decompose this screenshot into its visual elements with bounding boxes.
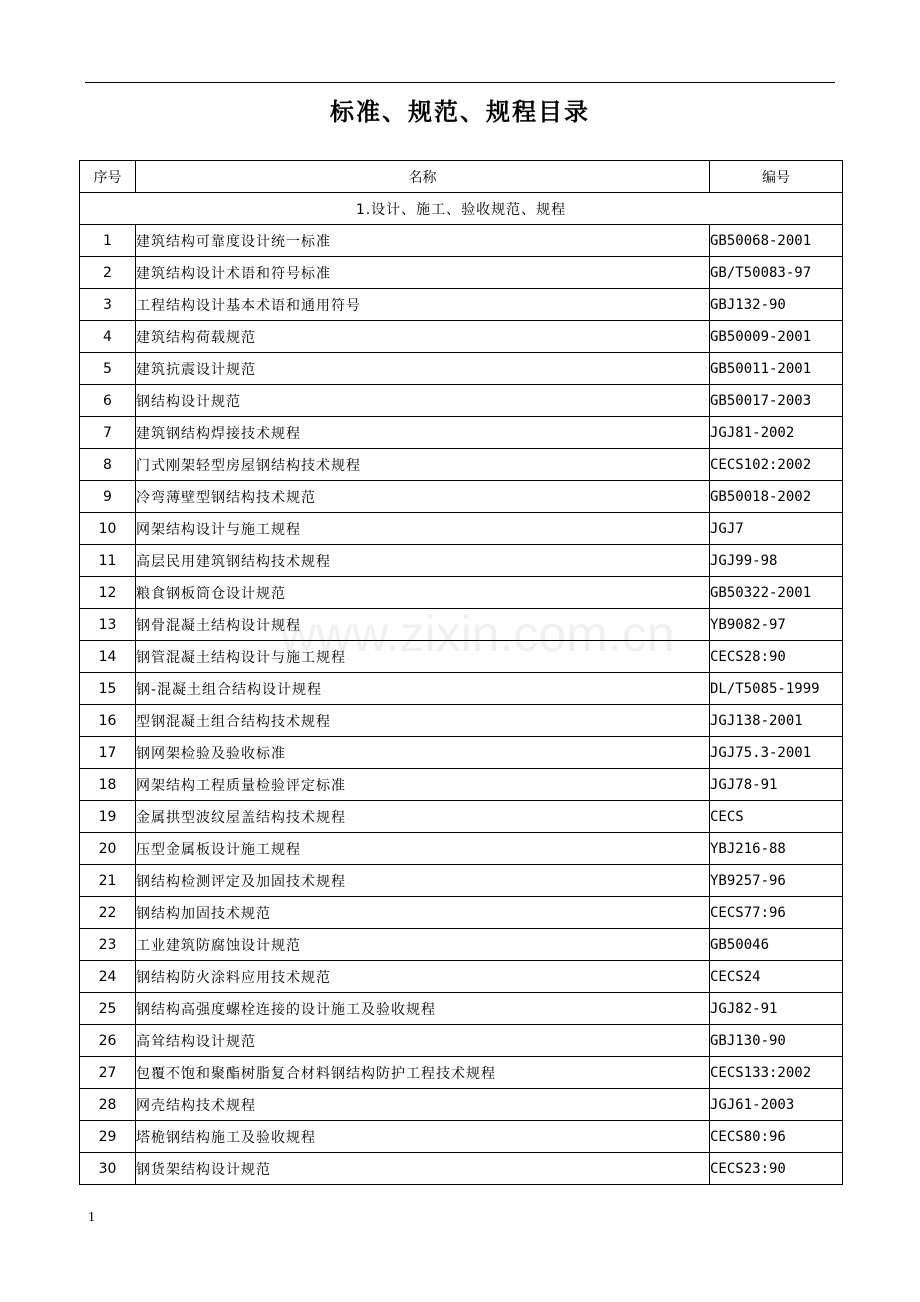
- row-code: GB/T50083-97: [710, 257, 843, 289]
- row-code: YB9257-96: [710, 865, 843, 897]
- row-code: GB50068-2001: [710, 225, 843, 257]
- row-code: GBJ132-90: [710, 289, 843, 321]
- section-title: 1.设计、施工、验收规范、规程: [80, 193, 843, 225]
- row-seq: 23: [80, 929, 136, 961]
- row-name: 建筑结构可靠度设计统一标准: [136, 225, 710, 257]
- row-code: GB50018-2002: [710, 481, 843, 513]
- row-code: GB50046: [710, 929, 843, 961]
- row-seq: 15: [80, 673, 136, 705]
- row-name: 钢-混凝土组合结构设计规程: [136, 673, 710, 705]
- table-row: [80, 769, 843, 801]
- table-row: [80, 1153, 843, 1185]
- table-row: [80, 225, 843, 257]
- table-body: [80, 193, 843, 1185]
- row-seq: 4: [80, 321, 136, 353]
- table-row: [80, 257, 843, 289]
- row-seq: 29: [80, 1121, 136, 1153]
- row-name: 工业建筑防腐蚀设计规范: [136, 929, 710, 961]
- row-code: JGJ82-91: [710, 993, 843, 1025]
- row-code: JGJ75.3-2001: [710, 737, 843, 769]
- table-row: [80, 449, 843, 481]
- table-row: [80, 865, 843, 897]
- row-name: 门式刚架轻型房屋钢结构技术规程: [136, 449, 710, 481]
- row-name: 钢管混凝土结构设计与施工规程: [136, 641, 710, 673]
- row-name: 网壳结构技术规程: [136, 1089, 710, 1121]
- table-row: [80, 1121, 843, 1153]
- table-row: [80, 417, 843, 449]
- row-seq: 24: [80, 961, 136, 993]
- row-seq: 6: [80, 385, 136, 417]
- header-seq: 序号: [80, 161, 136, 193]
- row-name: 包覆不饱和聚酯树脂复合材料钢结构防护工程技术规程: [136, 1057, 710, 1089]
- table-row: [80, 385, 843, 417]
- table-row: [80, 961, 843, 993]
- row-seq: 11: [80, 545, 136, 577]
- row-code: JGJ99-98: [710, 545, 843, 577]
- row-code: JGJ7: [710, 513, 843, 545]
- table-row: [80, 673, 843, 705]
- row-code: JGJ61-2003: [710, 1089, 843, 1121]
- row-name: 建筑结构荷载规范: [136, 321, 710, 353]
- row-name: 型钢混凝土组合结构技术规程: [136, 705, 710, 737]
- table-row: [80, 321, 843, 353]
- row-name: 钢结构设计规范: [136, 385, 710, 417]
- table-row: [80, 833, 843, 865]
- row-name: 工程结构设计基本术语和通用符号: [136, 289, 710, 321]
- header-name: 名称: [136, 161, 710, 193]
- row-name: 钢骨混凝土结构设计规程: [136, 609, 710, 641]
- row-name: 塔桅钢结构施工及验收规程: [136, 1121, 710, 1153]
- row-code: JGJ138-2001: [710, 705, 843, 737]
- row-code: CECS28:90: [710, 641, 843, 673]
- row-name: 压型金属板设计施工规程: [136, 833, 710, 865]
- top-rule: [85, 82, 835, 83]
- row-name: 建筑抗震设计规范: [136, 353, 710, 385]
- row-seq: 8: [80, 449, 136, 481]
- table-row: [80, 545, 843, 577]
- row-seq: 25: [80, 993, 136, 1025]
- row-code: CECS77:96: [710, 897, 843, 929]
- watermark: www.zixin.com.cn: [280, 606, 675, 662]
- row-name: 钢结构检测评定及加固技术规程: [136, 865, 710, 897]
- row-code: GB50017-2003: [710, 385, 843, 417]
- row-seq: 2: [80, 257, 136, 289]
- row-name: 网架结构工程质量检验评定标准: [136, 769, 710, 801]
- table-row: [80, 929, 843, 961]
- row-seq: 9: [80, 481, 136, 513]
- row-code: CECS23:90: [710, 1153, 843, 1185]
- row-seq: 7: [80, 417, 136, 449]
- table-row: [80, 513, 843, 545]
- table-row: [80, 1025, 843, 1057]
- row-name: 金属拱型波纹屋盖结构技术规程: [136, 801, 710, 833]
- row-name: 冷弯薄壁型钢结构技术规范: [136, 481, 710, 513]
- row-code: DL/T5085-1999: [710, 673, 843, 705]
- page-number: 1: [88, 1210, 95, 1225]
- standards-table: [79, 160, 843, 1185]
- table-row: [80, 353, 843, 385]
- row-name: 钢网架检验及验收标准: [136, 737, 710, 769]
- row-code: JGJ81-2002: [710, 417, 843, 449]
- row-code: CECS133:2002: [710, 1057, 843, 1089]
- row-seq: 26: [80, 1025, 136, 1057]
- row-code: GB50322-2001: [710, 577, 843, 609]
- page-title: 标准、规范、规程目录: [330, 97, 590, 126]
- table-row: [80, 1057, 843, 1089]
- table-row: [80, 577, 843, 609]
- row-name: 钢结构加固技术规范: [136, 897, 710, 929]
- row-seq: 20: [80, 833, 136, 865]
- table-row: [80, 609, 843, 641]
- row-code: GBJ130-90: [710, 1025, 843, 1057]
- row-name: 建筑结构设计术语和符号标准: [136, 257, 710, 289]
- row-code: GB50011-2001: [710, 353, 843, 385]
- row-code: CECS: [710, 801, 843, 833]
- row-name: 高耸结构设计规范: [136, 1025, 710, 1057]
- row-seq: 28: [80, 1089, 136, 1121]
- row-seq: 14: [80, 641, 136, 673]
- row-seq: 27: [80, 1057, 136, 1089]
- row-name: 粮食钢板筒仓设计规范: [136, 577, 710, 609]
- row-name: 高层民用建筑钢结构技术规程: [136, 545, 710, 577]
- row-name: 网架结构设计与施工规程: [136, 513, 710, 545]
- row-code: YB9082-97: [710, 609, 843, 641]
- table-row: [80, 289, 843, 321]
- row-seq: 19: [80, 801, 136, 833]
- row-name: 钢结构防火涂料应用技术规范: [136, 961, 710, 993]
- table-row: [80, 705, 843, 737]
- header-code: 编号: [710, 161, 843, 193]
- row-seq: 12: [80, 577, 136, 609]
- row-code: CECS80:96: [710, 1121, 843, 1153]
- row-code: CECS102:2002: [710, 449, 843, 481]
- table-header-row: [80, 161, 843, 193]
- table-row: [80, 993, 843, 1025]
- table-row: [80, 897, 843, 929]
- row-code: CECS24: [710, 961, 843, 993]
- row-name: 钢货架结构设计规范: [136, 1153, 710, 1185]
- row-seq: 13: [80, 609, 136, 641]
- table-row: [80, 641, 843, 673]
- row-seq: 1: [80, 225, 136, 257]
- table-row: [80, 1089, 843, 1121]
- row-seq: 22: [80, 897, 136, 929]
- table-row: [80, 481, 843, 513]
- row-code: YBJ216-88: [710, 833, 843, 865]
- table-row: [80, 801, 843, 833]
- row-code: GB50009-2001: [710, 321, 843, 353]
- row-seq: 21: [80, 865, 136, 897]
- row-seq: 10: [80, 513, 136, 545]
- table-row: [80, 737, 843, 769]
- row-seq: 3: [80, 289, 136, 321]
- row-name: 建筑钢结构焊接技术规程: [136, 417, 710, 449]
- row-seq: 17: [80, 737, 136, 769]
- row-seq: 5: [80, 353, 136, 385]
- section-row: [80, 193, 843, 225]
- row-code: JGJ78-91: [710, 769, 843, 801]
- row-seq: 18: [80, 769, 136, 801]
- row-name: 钢结构高强度螺栓连接的设计施工及验收规程: [136, 993, 710, 1025]
- row-seq: 16: [80, 705, 136, 737]
- row-seq: 30: [80, 1153, 136, 1185]
